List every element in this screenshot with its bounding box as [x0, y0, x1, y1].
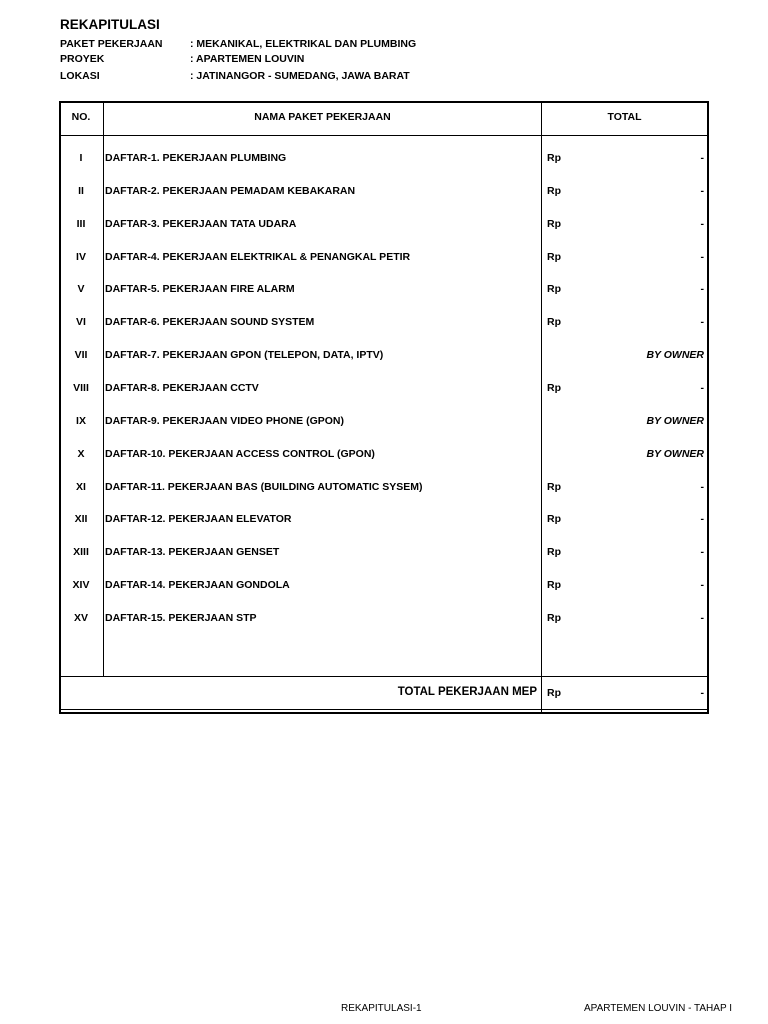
document-title: REKAPITULASI — [60, 17, 160, 32]
column-header-name: NAMA PAKET PEKERJAAN — [254, 111, 391, 123]
row-currency: Rp — [547, 382, 561, 394]
column-header-no: NO. — [71, 111, 91, 123]
row-work-package: DAFTAR-9. PEKERJAAN VIDEO PHONE (GPON) — [105, 415, 344, 427]
row-work-package: DAFTAR-3. PEKERJAAN TATA UDARA — [105, 218, 297, 230]
total-label: TOTAL PEKERJAAN MEP — [397, 686, 537, 698]
row-work-package: DAFTAR-10. PEKERJAAN ACCESS CONTROL (GPON) — [105, 448, 375, 460]
row-currency: Rp — [547, 513, 561, 525]
row-number: XV — [73, 612, 88, 624]
row-number: X — [77, 448, 85, 460]
table-border-bottom — [59, 712, 709, 714]
row-work-package: DAFTAR-12. PEKERJAAN ELEVATOR — [105, 513, 292, 525]
row-number: VIII — [73, 382, 89, 394]
row-work-package: DAFTAR-14. PEKERJAAN GONDOLA — [105, 579, 290, 591]
row-currency: Rp — [547, 218, 561, 230]
table-border-right — [707, 101, 709, 714]
row-number: III — [76, 218, 86, 230]
row-total-value: BY OWNER — [646, 415, 704, 427]
row-total-value: BY OWNER — [646, 349, 704, 361]
row-total-value: - — [700, 316, 704, 328]
meta-value: : APARTEMEN LOUVIN — [190, 53, 305, 65]
row-total-value: - — [700, 218, 704, 230]
row-total-value: - — [700, 546, 704, 558]
row-currency: Rp — [547, 185, 561, 197]
row-currency: Rp — [547, 546, 561, 558]
column-header-total: TOTAL — [607, 111, 642, 123]
row-total-value: - — [700, 513, 704, 525]
row-work-package: DAFTAR-4. PEKERJAAN ELEKTRIKAL & PENANGKAL PETIR — [105, 251, 411, 263]
row-total-value: - — [700, 251, 704, 263]
row-work-package: DAFTAR-11. PEKERJAAN BAS (BUILDING AUTOMATIC SYSEM) — [105, 481, 423, 493]
meta-value: : MEKANIKAL, ELEKTRIKAL DAN PLUMBING — [190, 38, 417, 50]
meta-label: LOKASI — [60, 70, 100, 82]
row-currency: Rp — [547, 612, 561, 624]
row-currency: Rp — [547, 283, 561, 295]
row-work-package: DAFTAR-5. PEKERJAAN FIRE ALARM — [105, 283, 295, 295]
row-number: XI — [76, 481, 86, 493]
meta-label: PROYEK — [60, 53, 105, 65]
row-work-package: DAFTAR-2. PEKERJAAN PEMADAM KEBAKARAN — [105, 185, 356, 197]
row-number: I — [79, 152, 83, 164]
row-work-package: DAFTAR-7. PEKERJAAN GPON (TELEPON, DATA, IPTV) — [105, 349, 384, 361]
row-total-value: - — [700, 579, 704, 591]
row-work-package: DAFTAR-6. PEKERJAAN SOUND SYSTEM — [105, 316, 315, 328]
row-currency: Rp — [547, 251, 561, 263]
total-value: - — [700, 687, 704, 699]
rekap-table — [59, 101, 709, 715]
row-currency: Rp — [547, 481, 561, 493]
total-currency: Rp — [547, 687, 561, 699]
meta-label: PAKET PEKERJAAN — [60, 38, 163, 50]
row-number: IX — [76, 415, 86, 427]
row-number: XII — [74, 513, 88, 525]
row-currency: Rp — [547, 152, 561, 164]
row-total-value: - — [700, 152, 704, 164]
row-number: XIII — [73, 546, 89, 558]
meta-value: : JATINANGOR - SUMEDANG, JAWA BARAT — [190, 70, 410, 82]
row-currency: Rp — [547, 316, 561, 328]
row-number: VI — [76, 316, 86, 328]
row-total-value: BY OWNER — [646, 448, 704, 460]
row-number: XIV — [72, 579, 90, 591]
row-total-value: - — [700, 612, 704, 624]
row-work-package: DAFTAR-13. PEKERJAAN GENSET — [105, 546, 280, 558]
row-work-package: DAFTAR-15. PEKERJAAN STP — [105, 612, 257, 624]
row-total-value: - — [700, 382, 704, 394]
row-number: V — [77, 283, 85, 295]
row-total-value: - — [700, 185, 704, 197]
row-currency: Rp — [547, 579, 561, 591]
row-number: VII — [74, 349, 88, 361]
header-divider — [59, 135, 709, 136]
table-border-top — [59, 101, 709, 103]
row-work-package: DAFTAR-8. PEKERJAAN CCTV — [105, 382, 259, 394]
footer-page-label: REKAPITULASI-1 — [341, 1003, 422, 1014]
row-total-value: - — [700, 481, 704, 493]
column-divider-total — [541, 101, 542, 714]
row-number: II — [78, 185, 84, 197]
total-divider — [59, 676, 709, 677]
row-total-value: - — [700, 283, 704, 295]
bottom-double-line — [59, 709, 709, 710]
column-divider-no — [103, 101, 104, 676]
row-work-package: DAFTAR-1. PEKERJAAN PLUMBING — [105, 152, 287, 164]
footer-project: APARTEMEN LOUVIN - TAHAP I — [584, 1003, 732, 1014]
row-number: IV — [76, 251, 86, 263]
